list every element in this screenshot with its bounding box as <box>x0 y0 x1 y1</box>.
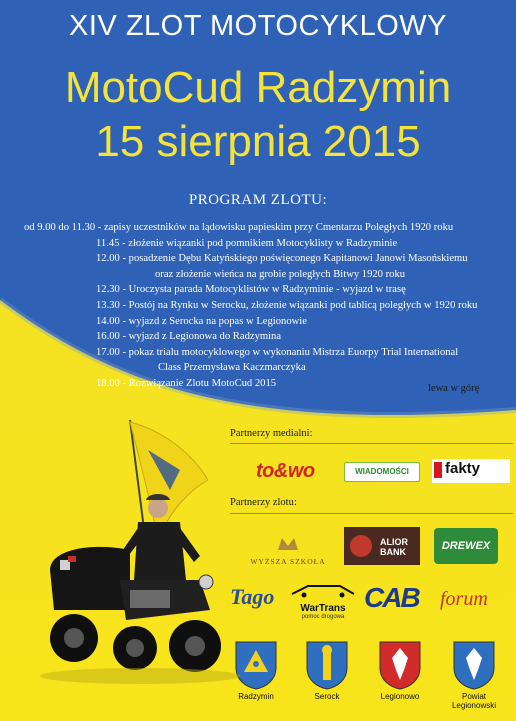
program-item: 11.45 - złożenie wiązanki pod pomnikiem Motocyklisty w Radzyminie <box>96 237 398 249</box>
wartrans-logo[interactable]: WarTrans pomoc drogowa <box>288 580 358 620</box>
program-heading: PROGRAM ZLOTU: <box>188 192 328 208</box>
radzymin-label: Radzymin <box>238 692 274 701</box>
media-partners-divider <box>230 443 513 444</box>
legionowo-label: Legionowo <box>380 692 420 701</box>
forum-logo[interactable]: forum <box>440 588 488 610</box>
back-to-top-link[interactable]: lewa w górę <box>428 383 480 394</box>
program-item: 14.00 - wyjazd z Serocka na popas w Legionowie <box>96 315 307 327</box>
wyzsza-szkola-logo[interactable]: WYŻSZA SZKOŁA <box>248 532 328 562</box>
rally-partners-divider <box>230 513 513 514</box>
event-name-title: MotoCud Radzymin <box>64 63 452 112</box>
powiat-legionowski-label: Powiat Legionowski <box>451 692 497 710</box>
program-item: 18.00 - Rozwiązanie Zlotu MotoCud 2015 <box>96 377 277 389</box>
motorcycle-rider-photo <box>30 410 240 710</box>
serock-label: Serock <box>314 692 340 701</box>
drewex-logo[interactable]: DREWEX <box>434 528 498 564</box>
program-item: 13.30 - Postój na Rynku w Serocku, złożenie wiązanki pod tablicą poległych w 1920 roku <box>96 299 478 311</box>
legionowo-crest-icon[interactable] <box>378 640 422 690</box>
rally-partners-label: Partnerzy zlotu: <box>230 497 297 508</box>
event-date-title: 15 sierpnia 2015 <box>95 117 421 166</box>
program-item: 16.00 - wyjazd z Legionowa do Radzymina <box>96 331 282 343</box>
fakty-mark-icon <box>434 462 442 478</box>
serock-crest-icon[interactable] <box>305 640 349 690</box>
lion-icon <box>346 527 376 565</box>
program-item: Class Przemysława Kaczmarczyka <box>158 362 306 374</box>
radzymin-crest-icon[interactable] <box>234 640 278 690</box>
program-list <box>0 220 516 392</box>
powiat-legionowski-crest-icon[interactable] <box>452 640 496 690</box>
program-item: oraz złożenie wieńca na grobie poległych Bitwy 1920 roku <box>155 268 406 280</box>
crown-icon <box>248 532 328 552</box>
towo-logo[interactable]: to&wo <box>256 460 315 482</box>
program-item: od 9.00 do 11.30 - zapisy uczestników na lądowisku papieskim przy Cmentarzu Poległych 1920 roku <box>24 222 454 233</box>
alior-bank-logo[interactable]: ALIOR BANK <box>344 527 420 565</box>
event-edition-title: XIV ZLOT MOTOCYKLOWY <box>69 10 447 42</box>
program-item: 12.00 - posadzenie Dębu Katyńskiego poświęconego Kapitanowi Janowi Masońskiemu <box>96 253 468 265</box>
program-item: 17.00 - pokaz trialu motocyklowego w wykonaniu Mistrza Euorpy Trial International <box>96 346 459 358</box>
program-item: 12.30 - Uroczysta parada Motocyklistów w Radzyminie - wyjazd w trasę <box>96 284 406 296</box>
wiadomosci-logo[interactable]: WIADOMOŚCI <box>344 462 420 482</box>
fakty-logo[interactable]: fakty <box>432 459 510 483</box>
tago-logo[interactable]: Tago <box>230 584 275 609</box>
tow-truck-icon <box>288 580 358 598</box>
cab-logo[interactable]: CAB <box>364 582 419 613</box>
media-partners-label: Partnerzy medialni: <box>230 428 313 439</box>
